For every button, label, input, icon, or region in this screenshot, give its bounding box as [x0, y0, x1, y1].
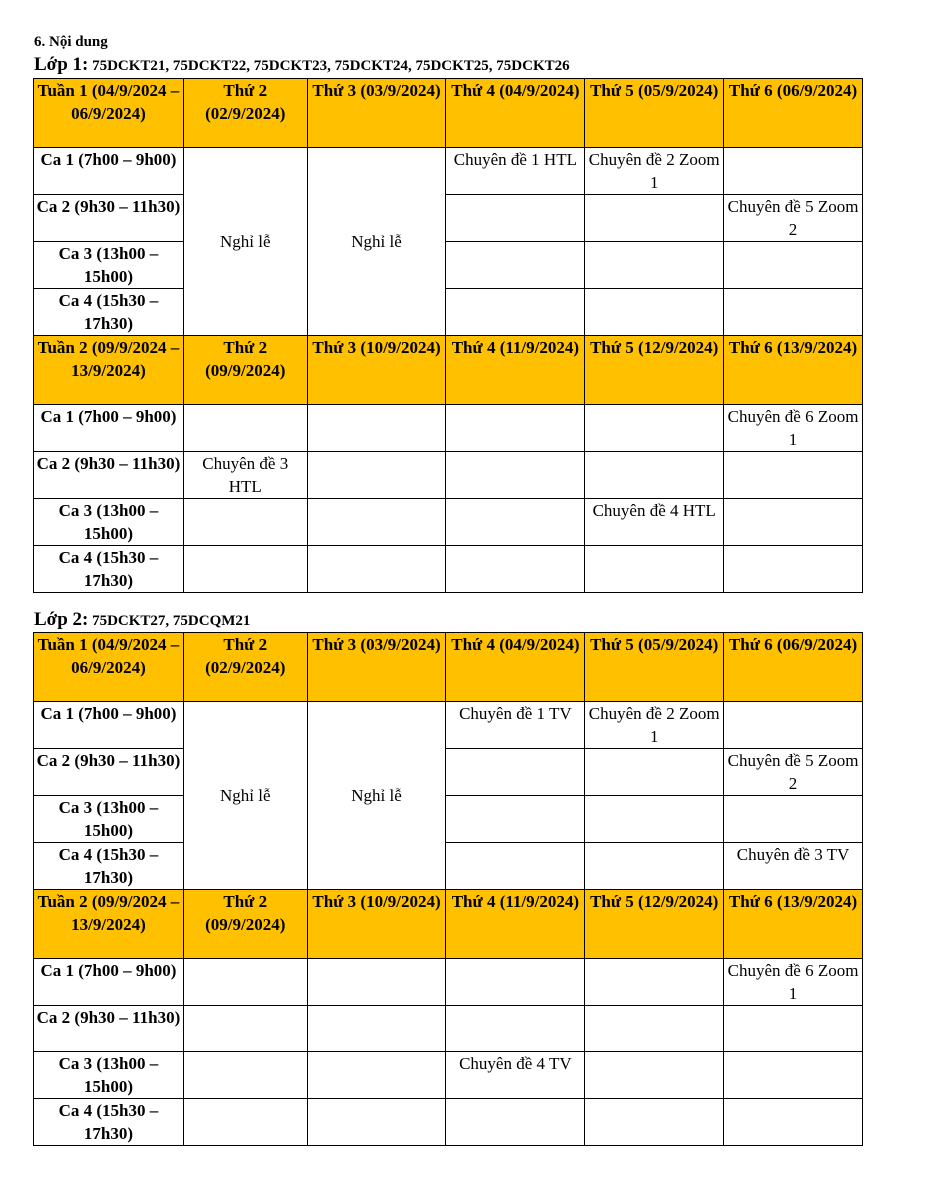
session-cell [585, 1006, 724, 1052]
session-cell: Chuyên đề 2 Zoom 1 [585, 702, 724, 749]
session-cell [724, 702, 863, 749]
week-label: Tuần 2 (09/9/2024 – 13/9/2024) [34, 336, 184, 405]
session-cell [183, 1006, 307, 1052]
table-row [34, 1052, 863, 1099]
holiday-cell: Nghỉ lễ [183, 702, 307, 890]
session-cell: Chuyên đề 4 TV [446, 1052, 585, 1099]
week-header-row [34, 79, 863, 148]
table-row [34, 195, 863, 242]
holiday-cell: Nghỉ lễ [307, 702, 446, 890]
session-cell [585, 1052, 724, 1099]
slot-label: Ca 1 (7h00 – 9h00) [34, 702, 184, 749]
session-cell [307, 499, 446, 546]
session-cell [585, 1099, 724, 1146]
session-cell [446, 242, 585, 289]
week-label: Tuần 1 (04/9/2024 – 06/9/2024) [34, 633, 184, 702]
day-header: Thứ 5 (12/9/2024) [585, 890, 724, 959]
session-cell: Chuyên đề 6 Zoom 1 [724, 959, 863, 1006]
session-cell [446, 546, 585, 593]
class-2-codes: 75DCKT27, 75DCQM21 [92, 613, 251, 629]
slot-label: Ca 4 (15h30 – 17h30) [34, 1099, 184, 1146]
session-cell [446, 499, 585, 546]
session-cell [724, 1099, 863, 1146]
session-cell [446, 452, 585, 499]
holiday-cell: Nghỉ lễ [307, 148, 446, 336]
session-cell [724, 242, 863, 289]
slot-label: Ca 3 (13h00 – 15h00) [34, 242, 184, 289]
session-cell [724, 452, 863, 499]
day-header: Thứ 6 (06/9/2024) [724, 633, 863, 702]
week-label: Tuần 2 (09/9/2024 – 13/9/2024) [34, 890, 184, 959]
session-cell [446, 195, 585, 242]
session-cell [724, 148, 863, 195]
session-cell [724, 289, 863, 336]
week-label: Tuần 1 (04/9/2024 – 06/9/2024) [34, 79, 184, 148]
session-cell [724, 1052, 863, 1099]
table-row [34, 499, 863, 546]
table-row [34, 452, 863, 499]
session-cell: Chuyên đề 2 Zoom 1 [585, 148, 724, 195]
session-cell [724, 1006, 863, 1052]
day-header: Thứ 2 (09/9/2024) [183, 890, 307, 959]
day-header: Thứ 3 (03/9/2024) [307, 79, 446, 148]
class-1-line [34, 54, 570, 76]
day-header: Thứ 6 (06/9/2024) [724, 79, 863, 148]
day-header: Thứ 5 (05/9/2024) [585, 79, 724, 148]
session-cell [307, 1006, 446, 1052]
class-1-schedule-table [33, 78, 863, 593]
session-cell [446, 843, 585, 890]
session-cell [446, 796, 585, 843]
session-cell [585, 289, 724, 336]
session-cell: Chuyên đề 1 TV [446, 702, 585, 749]
slot-label: Ca 2 (9h30 – 11h30) [34, 452, 184, 499]
day-header: Thứ 3 (10/9/2024) [307, 336, 446, 405]
session-cell [183, 405, 307, 452]
week-header-row [34, 633, 863, 702]
table-row [34, 702, 863, 749]
slot-label: Ca 3 (13h00 – 15h00) [34, 499, 184, 546]
class-2-label: Lớp 2: [34, 609, 89, 630]
session-cell [307, 452, 446, 499]
class-1-label: Lớp 1: [34, 54, 89, 75]
table-row [34, 959, 863, 1006]
slot-label: Ca 3 (13h00 – 15h00) [34, 796, 184, 843]
session-cell [307, 1052, 446, 1099]
session-cell [585, 195, 724, 242]
session-cell [307, 1099, 446, 1146]
session-cell [585, 749, 724, 796]
session-cell [183, 499, 307, 546]
class-1-codes: 75DCKT21, 75DCKT22, 75DCKT23, 75DCKT24, 75DCKT25, 75DCKT26 [92, 58, 570, 74]
slot-label: Ca 1 (7h00 – 9h00) [34, 959, 184, 1006]
day-header: Thứ 2 (02/9/2024) [183, 79, 307, 148]
day-header: Thứ 2 (02/9/2024) [183, 633, 307, 702]
slot-label: Ca 4 (15h30 – 17h30) [34, 546, 184, 593]
table-row [34, 289, 863, 336]
session-cell [446, 1006, 585, 1052]
day-header: Thứ 5 (05/9/2024) [585, 633, 724, 702]
day-header: Thứ 5 (12/9/2024) [585, 336, 724, 405]
session-cell [183, 1052, 307, 1099]
slot-label: Ca 1 (7h00 – 9h00) [34, 405, 184, 452]
holiday-cell: Nghỉ lễ [183, 148, 307, 336]
day-header: Thứ 4 (11/9/2024) [446, 890, 585, 959]
table-row [34, 405, 863, 452]
session-cell [183, 546, 307, 593]
session-cell [446, 405, 585, 452]
session-cell: Chuyên đề 3 HTL [183, 452, 307, 499]
day-header: Thứ 3 (10/9/2024) [307, 890, 446, 959]
class-2-line [34, 609, 250, 631]
session-cell [585, 959, 724, 1006]
session-cell [585, 546, 724, 593]
slot-label: Ca 2 (9h30 – 11h30) [34, 195, 184, 242]
table-row [34, 546, 863, 593]
slot-label: Ca 2 (9h30 – 11h30) [34, 1006, 184, 1052]
session-cell [446, 1099, 585, 1146]
slot-label: Ca 3 (13h00 – 15h00) [34, 1052, 184, 1099]
table-row [34, 148, 863, 195]
section-heading: 6. Nội dung [34, 34, 108, 50]
session-cell [724, 499, 863, 546]
session-cell: Chuyên đề 4 HTL [585, 499, 724, 546]
day-header: Thứ 4 (11/9/2024) [446, 336, 585, 405]
day-header: Thứ 4 (04/9/2024) [446, 633, 585, 702]
table-row [34, 1099, 863, 1146]
slot-label: Ca 2 (9h30 – 11h30) [34, 749, 184, 796]
session-cell [585, 796, 724, 843]
slot-label: Ca 4 (15h30 – 17h30) [34, 843, 184, 890]
class-2-schedule-table [33, 632, 863, 1146]
session-cell: Chuyên đề 6 Zoom 1 [724, 405, 863, 452]
session-cell [307, 959, 446, 1006]
session-cell [585, 242, 724, 289]
table-row [34, 843, 863, 890]
day-header: Thứ 4 (04/9/2024) [446, 79, 585, 148]
table-row [34, 749, 863, 796]
session-cell: Chuyên đề 1 HTL [446, 148, 585, 195]
session-cell [724, 796, 863, 843]
slot-label: Ca 4 (15h30 – 17h30) [34, 289, 184, 336]
day-header: Thứ 2 (09/9/2024) [183, 336, 307, 405]
session-cell [307, 405, 446, 452]
session-cell [183, 959, 307, 1006]
session-cell [307, 546, 446, 593]
session-cell [724, 546, 863, 593]
day-header: Thứ 3 (03/9/2024) [307, 633, 446, 702]
session-cell [446, 289, 585, 336]
session-cell [585, 452, 724, 499]
session-cell [446, 749, 585, 796]
slot-label: Ca 1 (7h00 – 9h00) [34, 148, 184, 195]
day-header: Thứ 6 (13/9/2024) [724, 890, 863, 959]
session-cell [446, 959, 585, 1006]
week-header-row [34, 890, 863, 959]
table-row [34, 1006, 863, 1052]
session-cell [585, 405, 724, 452]
session-cell: Chuyên đề 5 Zoom 2 [724, 195, 863, 242]
day-header: Thứ 6 (13/9/2024) [724, 336, 863, 405]
session-cell: Chuyên đề 3 TV [724, 843, 863, 890]
session-cell: Chuyên đề 5 Zoom 2 [724, 749, 863, 796]
session-cell [183, 1099, 307, 1146]
session-cell [585, 843, 724, 890]
table-row [34, 242, 863, 289]
table-row [34, 796, 863, 843]
week-header-row [34, 336, 863, 405]
